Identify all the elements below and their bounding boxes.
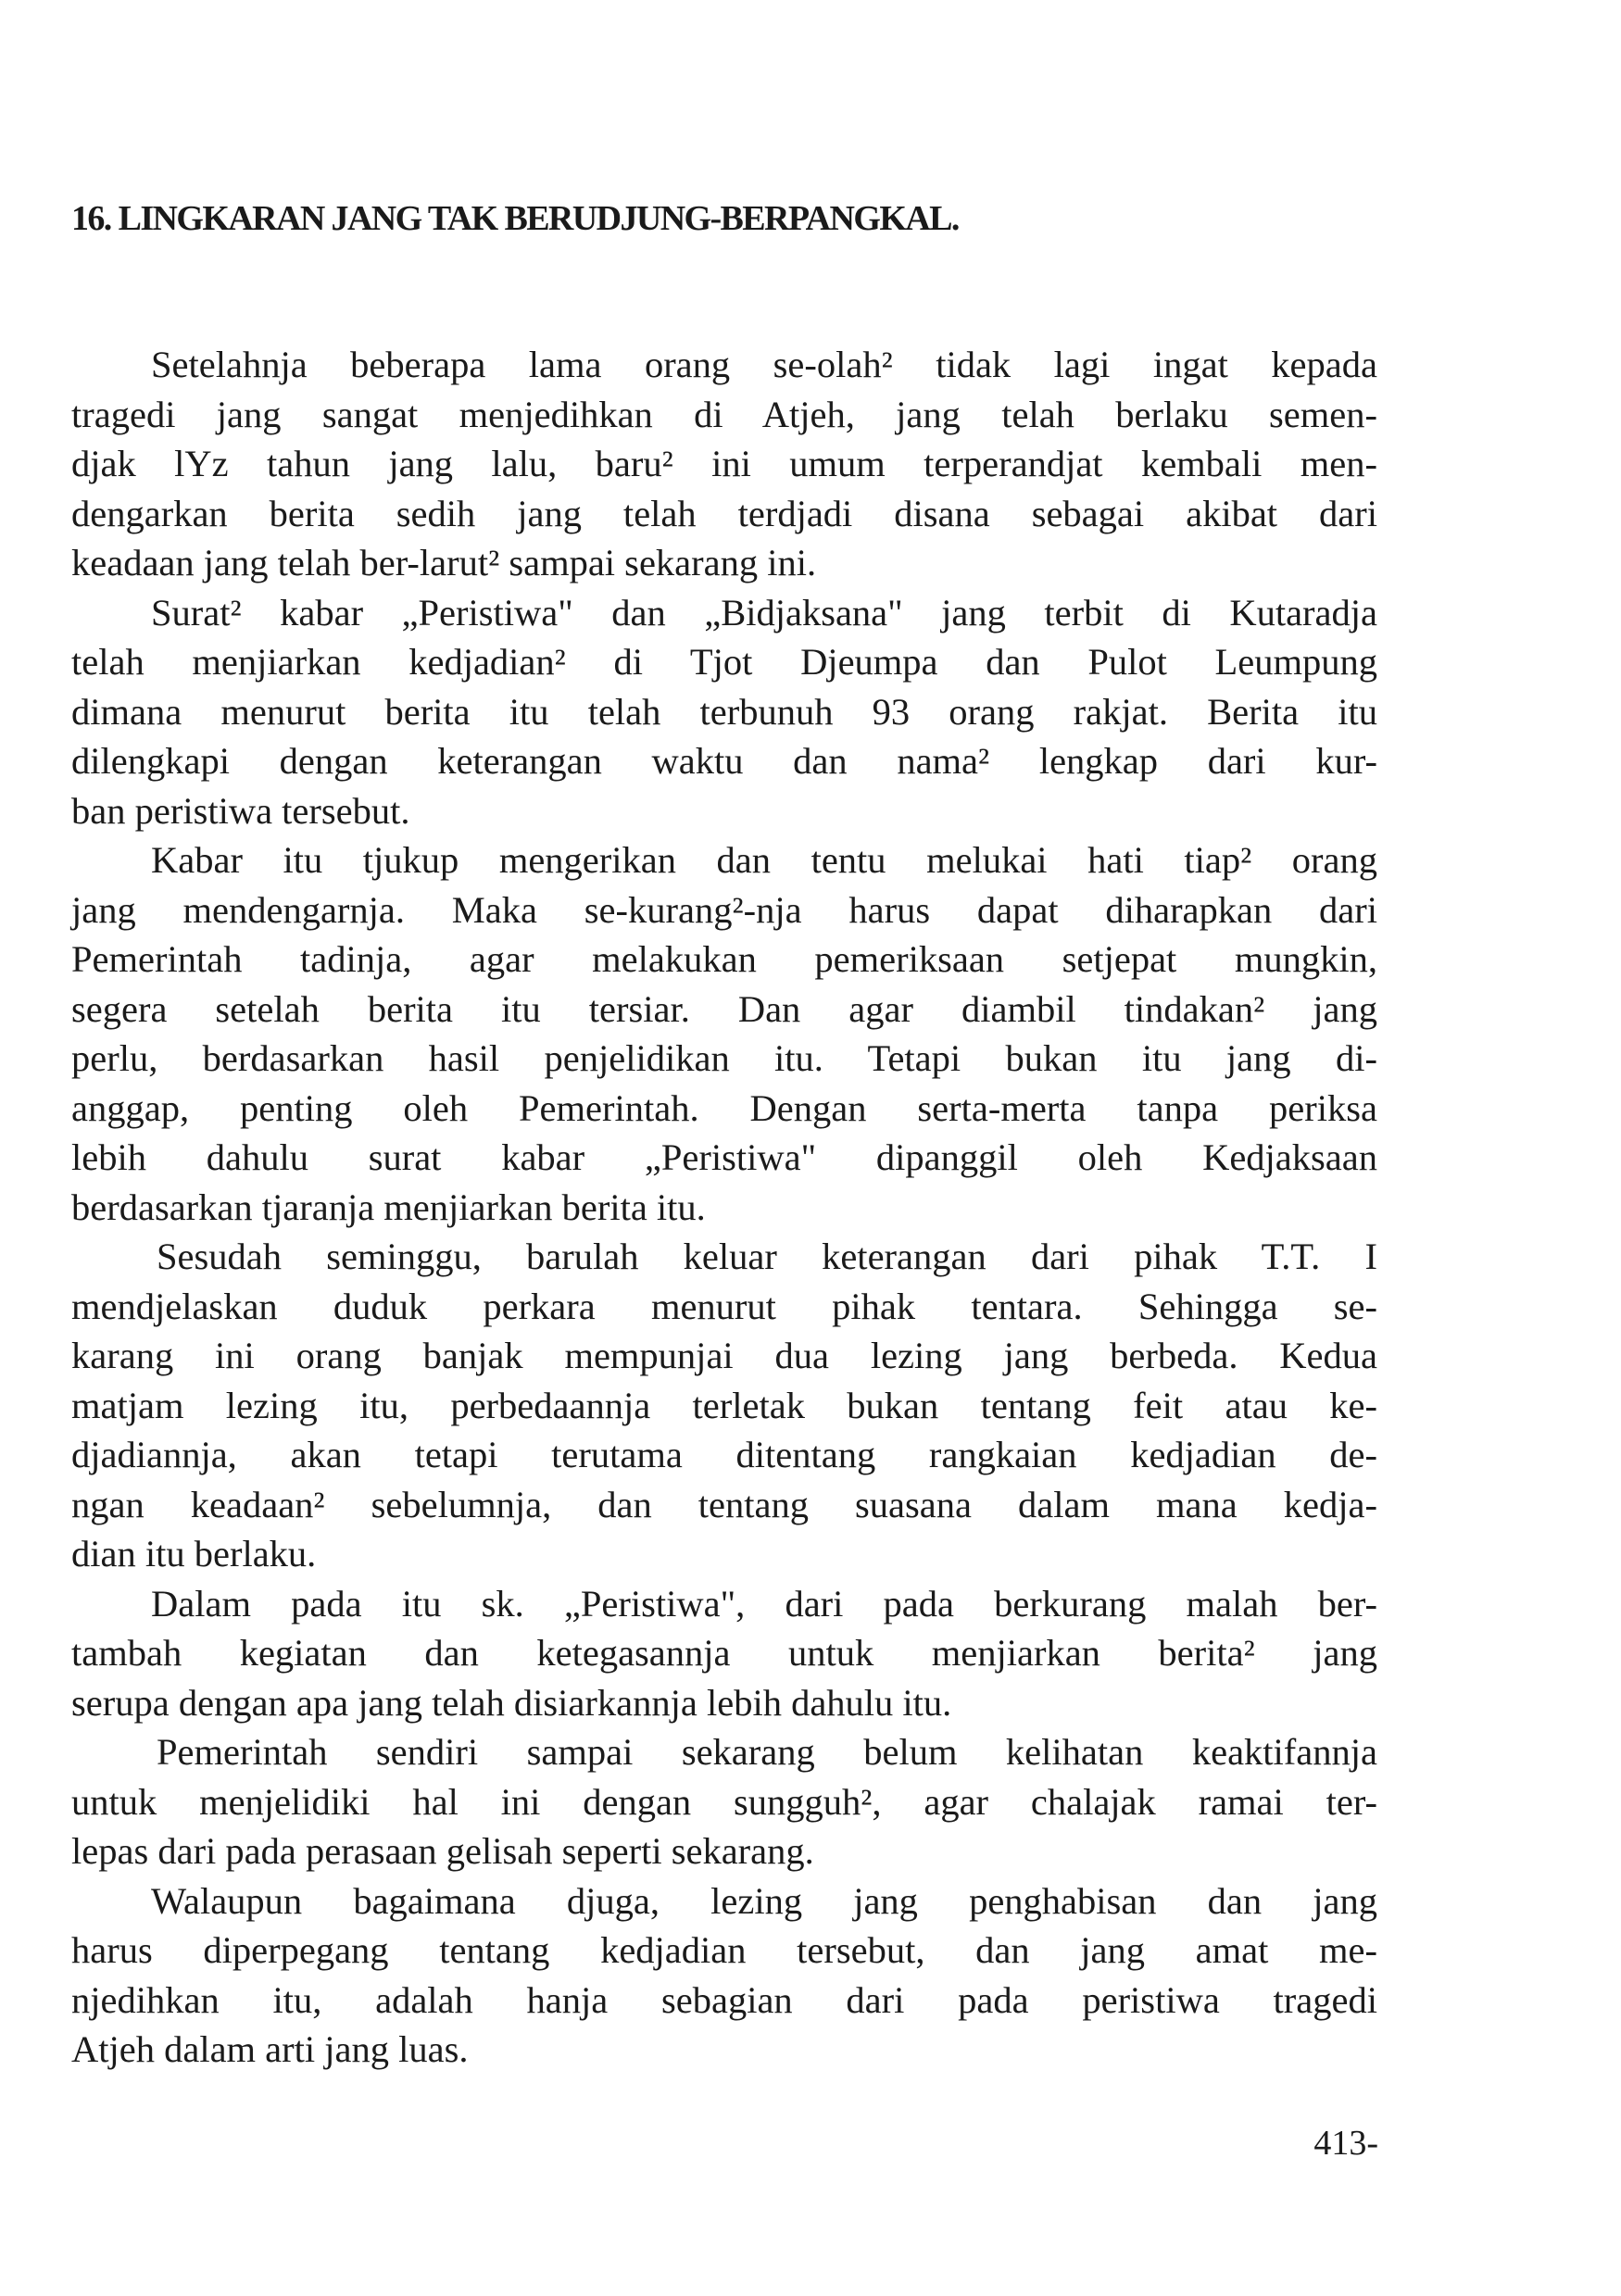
text-line: dilengkapi dengan keterangan waktu dan nama² lengkap dari kur-	[71, 740, 1377, 782]
text-line: harus diperpegang tentang kedjadian tersebut, dan jang amat me-	[71, 1929, 1377, 1971]
text-line: Walaupun bagaimana djuga, lezing jang penghabisan dan jang	[151, 1879, 1377, 1922]
body-text	[71, 340, 1377, 2075]
text-line: segera setelah berita itu tersiar. Dan agar diambil tindakan² jang	[71, 987, 1377, 1030]
text-line: anggap, penting oleh Pemerintah. Dengan serta-merta tanpa periksa	[71, 1086, 1377, 1129]
text-line: karang ini orang banjak mempunjai dua lezing jang berbeda. Kedua	[71, 1335, 1377, 1376]
text-line: Dalam pada itu sk. „Peristiwa", dari pada berkurang malah ber-	[151, 1582, 1377, 1625]
text-line: untuk menjelidiki hal ini dengan sungguh², agar chalajak ramai ter-	[71, 1780, 1377, 1823]
text-line: njedihkan itu, adalah hanja sebagian dari pada peristiwa tragedi	[71, 1978, 1377, 2021]
text-line: Pemerintah tadinja, agar melakukan pemeriksaan setjepat mungkin,	[71, 938, 1377, 980]
text-line: jang mendengarnja. Maka se-kurang²-nja harus dapat diharapkan dari	[71, 888, 1377, 931]
text-line: Sesudah seminggu, barulah keluar keterangan dari pihak T.T. I	[157, 1236, 1377, 1277]
text-line: ban peristiwa tersebut.	[71, 789, 410, 832]
text-line: serupa dengan apa jang telah disiarkannja lebih dahulu itu.	[71, 1681, 952, 1724]
text-line: dengarkan berita sedih jang telah terdjadi disana sebagai akibat dari	[71, 492, 1377, 534]
text-line: berdasarkan tjaranja menjiarkan berita itu.	[71, 1186, 706, 1228]
text-line: Atjeh dalam arti jang luas.	[71, 2028, 469, 2070]
text-line: keadaan jang telah ber-larut² sampai sekarang ini.	[71, 542, 817, 583]
text-line: dian itu berlaku.	[71, 1533, 317, 1575]
page-number: 413-	[1313, 2124, 1378, 2163]
text-line: dimana menurut berita itu telah terbunuh 93 orang rakjat. Berita itu	[71, 690, 1377, 733]
text-line: perlu, berdasarkan hasil penjelidikan itu. Tetapi bukan itu jang di-	[71, 1037, 1377, 1079]
text-line: mendjelaskan duduk perkara menurut pihak tentara. Sehingga se-	[71, 1285, 1377, 1327]
chapter-heading: 16. LINGKARAN JANG TAK BERUDJUNG-BERPANGKAL.	[71, 199, 959, 238]
text-line: Setelahnja beberapa lama orang se-olah² tidak lagi ingat kepada	[151, 344, 1377, 385]
text-line: tragedi jang sangat menjedihkan di Atjeh, jang telah berlaku semen-	[71, 393, 1377, 435]
text-line: matjam lezing itu, perbedaannja terletak bukan tentang feit atau ke-	[71, 1384, 1377, 1426]
text-line: djadiannja, akan tetapi terutama ditentang rangkaian kedjadian de-	[71, 1434, 1377, 1475]
text-line: lepas dari pada perasaan gelisah seperti sekarang.	[71, 1830, 814, 1872]
text-line: Kabar itu tjukup mengerikan dan tentu melukai hati tiap² orang	[151, 839, 1377, 881]
text-line: Pemerintah sendiri sampai sekarang belum kelihatan keaktifannja	[157, 1731, 1377, 1773]
text-line: telah menjiarkan kedjadian² di Tjot Djeumpa dan Pulot Leumpung	[71, 641, 1377, 683]
text-line: ngan keadaan² sebelumnja, dan tentang suasana dalam mana kedja-	[71, 1483, 1377, 1525]
text-line: lebih dahulu surat kabar „Peristiwa" dipanggil oleh Kedjaksaan	[71, 1136, 1377, 1178]
text-line: tambah kegiatan dan ketegasannja untuk menjiarkan berita² jang	[71, 1632, 1377, 1674]
text-line: Surat² kabar „Peristiwa" dan „Bidjaksana" jang terbit di Kutaradja	[151, 591, 1377, 634]
text-line: djak lYz tahun jang lalu, baru² ini umum terperandjat kembali men-	[71, 443, 1377, 484]
